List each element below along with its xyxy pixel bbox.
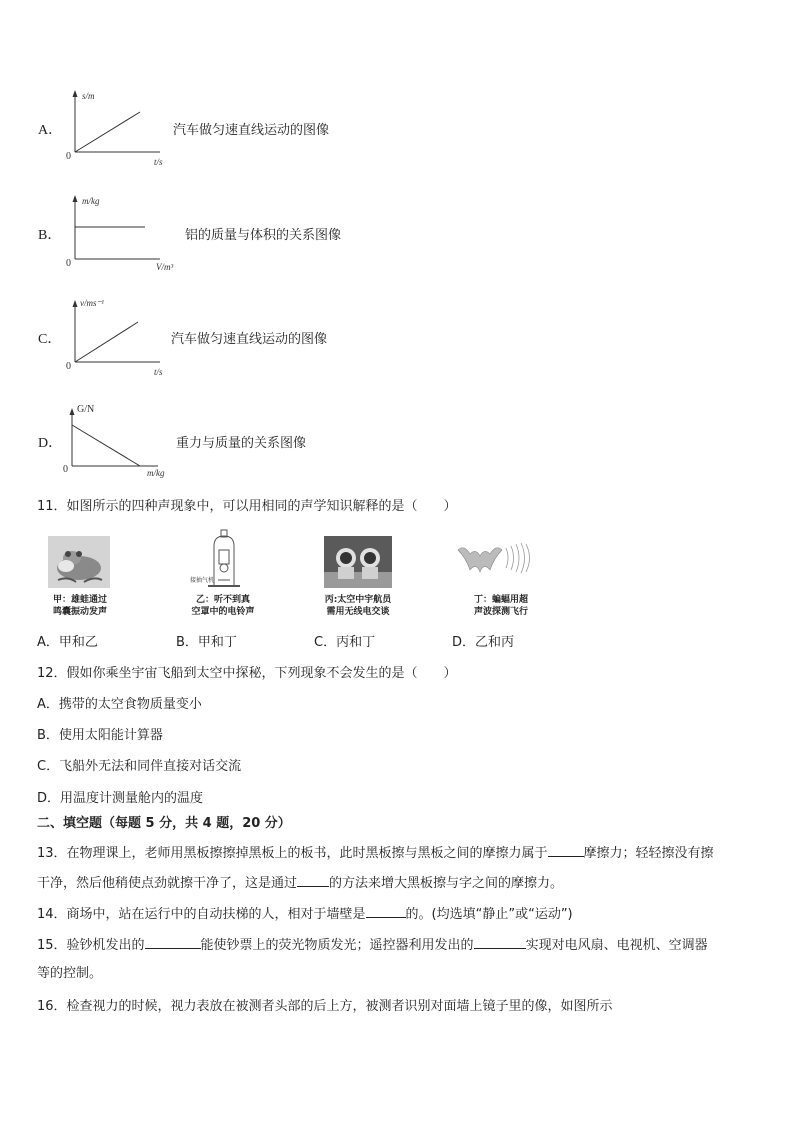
option-c-caption: 汽车做匀速直线运动的图像 bbox=[171, 332, 328, 347]
q11-fig1-line1: 甲：雄蛙通过 bbox=[52, 595, 107, 605]
option-c-graph bbox=[60, 296, 180, 378]
option-b-caption: 铝的质量与体积的关系图像 bbox=[185, 228, 342, 243]
option-a-letter: A． bbox=[38, 123, 63, 138]
q13-line2 bbox=[37, 872, 563, 894]
q12-option-c: C．飞船外无法和同伴直接对话交流 bbox=[37, 759, 242, 774]
q15-line1 bbox=[37, 934, 708, 956]
q15-part1: 15．验钞机发出的 bbox=[37, 938, 145, 953]
q11-fig2-line2: 空罩中的电铃声 bbox=[191, 607, 255, 617]
q14-part2: 的。(均选填“静止”或“运动”) bbox=[405, 907, 573, 922]
option-a-x-label: t/s bbox=[154, 157, 163, 167]
q15-part4: 等的控制。 bbox=[37, 966, 103, 981]
q13-blank-1[interactable] bbox=[548, 842, 584, 857]
q14-part1: 14．商场中，站在运行中的自动扶梯的人，相对于墙壁是 bbox=[37, 907, 366, 922]
option-a-y-label: s/m bbox=[82, 91, 95, 101]
q11-fig4-line1: 丁：蝙蝠用超 bbox=[473, 595, 528, 605]
option-b-graph bbox=[60, 193, 190, 275]
astronaut-image bbox=[324, 536, 392, 588]
option-d-letter: D． bbox=[38, 436, 63, 451]
q12-option-b: B．使用太阳能计算器 bbox=[37, 728, 163, 743]
bat-image bbox=[454, 540, 534, 586]
q13-part3: 干净，然后他稍使点劲就擦干净了，这是通过 bbox=[37, 876, 298, 891]
q14-blank[interactable] bbox=[366, 903, 406, 918]
q15-part2: 能使钞票上的荧光物质发光；遥控器利用发出的 bbox=[200, 938, 474, 953]
option-b-x-label: V/m³ bbox=[156, 262, 174, 272]
option-c-letter: C． bbox=[38, 332, 62, 347]
option-c-origin: 0 bbox=[66, 361, 71, 372]
q13-blank-2[interactable] bbox=[297, 872, 329, 887]
q11-option-d: D．乙和丙 bbox=[452, 635, 515, 650]
q14-line bbox=[37, 903, 573, 925]
option-d-origin: 0 bbox=[63, 464, 68, 475]
frog-image bbox=[48, 536, 110, 588]
q13-part2: 摩擦力；轻轻擦没有擦 bbox=[583, 846, 714, 861]
option-c-y-label: v/ms⁻¹ bbox=[80, 298, 104, 308]
q11-fig1-line2: 鸣囊振动发声 bbox=[52, 607, 107, 617]
q15-blank-1[interactable] bbox=[145, 934, 201, 949]
q11-option-c: C．丙和丁 bbox=[314, 635, 376, 650]
option-a-graph bbox=[60, 88, 180, 168]
q12-option-a: A．携带的太空食物质量变小 bbox=[37, 697, 202, 712]
option-c-x-label: t/s bbox=[154, 367, 163, 377]
section-2-title: 二、填空题（每题 5 分，共 4 题，20 分） bbox=[37, 816, 291, 831]
bell-jar-image bbox=[188, 528, 248, 590]
q13-part1: 13．在物理课上，老师用黑板擦擦掉黑板上的板书，此时黑板擦与黑板之间的摩擦力属于 bbox=[37, 846, 548, 861]
q15-blank-2[interactable] bbox=[474, 934, 526, 949]
q11-fig2-line1: 乙：听不到真 bbox=[195, 595, 250, 605]
q11-option-a: A．甲和乙 bbox=[37, 635, 98, 650]
q16-text: 16．检查视力的时候，视力表放在被测者头部的后上方，被测者识别对面墙上镜子里的像，如图所示 bbox=[37, 999, 613, 1014]
bell-jar-pump-label: 接抽气机 bbox=[190, 577, 215, 584]
q13-part4: 的方法来增大黑板擦与字之间的摩擦力。 bbox=[329, 876, 564, 891]
option-a-caption: 汽车做匀速直线运动的图像 bbox=[173, 123, 330, 138]
q15-part3: 实现对电风扇、电视机、空调器 bbox=[525, 938, 708, 953]
q12-option-d: D．用温度计测量舱内的温度 bbox=[37, 791, 204, 806]
q11-fig4-line2: 声波探测飞行 bbox=[473, 607, 528, 617]
option-b-origin: 0 bbox=[66, 258, 71, 269]
option-b-y-label: m/kg bbox=[82, 196, 100, 206]
q11-stem: 11．如图所示的四种声现象中，可以用相同的声学知识解释的是（ ） bbox=[37, 499, 457, 514]
option-d-y-label: G/N bbox=[77, 404, 95, 415]
option-d-graph bbox=[60, 400, 180, 484]
q11-option-b: B．甲和丁 bbox=[176, 635, 237, 650]
option-a-origin: 0 bbox=[66, 151, 71, 162]
q11-fig3-line1: 丙:太空中宇航员 bbox=[324, 595, 392, 605]
option-d-x-label: m/kg bbox=[147, 468, 165, 478]
option-d-caption: 重力与质量的关系图像 bbox=[176, 436, 307, 451]
q11-fig3-line2: 需用无线电交谈 bbox=[326, 607, 390, 617]
option-b-letter: B． bbox=[38, 228, 62, 243]
q12-stem: 12．假如你乘坐宇宙飞船到太空中探秘，下列现象不会发生的是（ ） bbox=[37, 666, 457, 681]
q13-line1 bbox=[37, 842, 767, 864]
